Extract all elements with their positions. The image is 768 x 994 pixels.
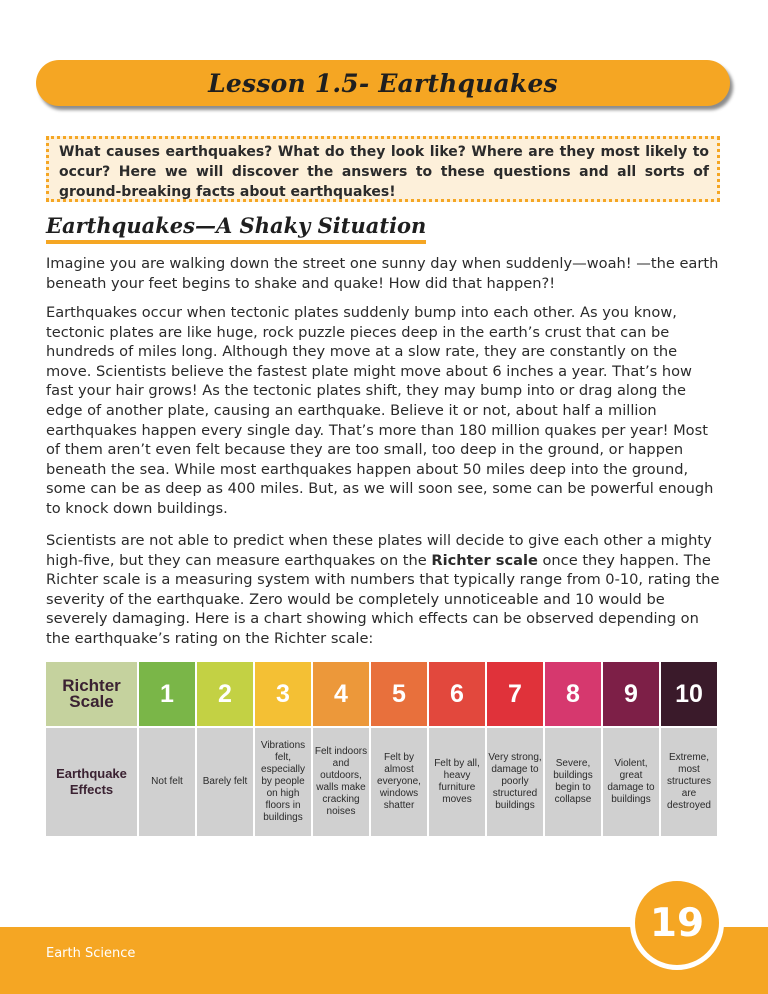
paragraph-intro-scene: Imagine you are walking down the street one sunny day when suddenly—woah! —the earth beneath your feet begins to shake and quake! How did that happen?!	[46, 255, 719, 292]
effect-8: Severe, buildings begin to collapse	[545, 726, 601, 836]
paragraph-richter-scale	[46, 531, 722, 649]
effect-10: Extreme, most structures are destroyed	[661, 726, 717, 836]
paragraph-tectonic-plates: Earthquakes occur when tectonic plates suddenly bump into each other. As you know, tectonic plates are like huge, rock puzzle pieces deep in the earth’s crust that can be hundreds of miles long. Although they move at a slow rate, they are constantly on the move. Scientists believe the fastest plate might move about 6 inches a year. That’s how fast your hair grows! As the tectonic plates shift, they may bump into or drag along the edge of another plate, causing an earthquake. Believe it or not, about half a million earthquakes happen every single day. That’s more than 180 million quakes per year! Most of them aren’t even felt because they are too small, too deep in the ground, or happen beneath the sea. While most earthquakes happen about 50 miles deep into the ground, some can be as deep as 400 miles. But, as we will soon see, some can be powerful enough to knock down buildings.	[46, 304, 714, 517]
lesson-title-banner	[36, 60, 730, 106]
effect-2: Barely felt	[197, 726, 253, 836]
richter-number-8: 8	[545, 662, 601, 726]
richter-number-4: 4	[313, 662, 369, 726]
richter-scale-header: Richter Scale	[46, 662, 137, 726]
effect-6: Felt by all, heavy furniture moves	[429, 726, 485, 836]
richter-number-5: 5	[371, 662, 427, 726]
richter-number-9: 9	[603, 662, 659, 726]
effect-4: Felt indoors and outdoors, walls make cracking noises	[313, 726, 369, 836]
paragraph-text: once they happen. The Richter scale is a measuring system with numbers that typically range from 0-10, rating the severity of the earthquake. Zero would be completely unnoticeable and 10 would be severely damaging. Here is a chart showing which effects can be observed depending on the earthquake’s rating on the Richter scale:	[46, 551, 720, 647]
richter-scale-term: Richter scale	[431, 551, 538, 569]
effect-5: Felt by almost everyone, windows shatter	[371, 726, 427, 836]
earthquake-effects-header: Earthquake Effects	[46, 726, 137, 836]
table-header-row	[46, 662, 717, 726]
effect-3: Vibrations felt, especially by people on high floors in buildings	[255, 726, 311, 836]
richter-number-3: 3	[255, 662, 311, 726]
richter-scale-table	[44, 662, 719, 836]
effect-9: Violent, great damage to buildings	[603, 726, 659, 836]
section-title: Earthquakes—A Shaky Situation	[46, 212, 426, 244]
table-effects-row	[46, 726, 717, 836]
effect-1: Not felt	[139, 726, 195, 836]
lesson-title: Lesson 1.5- Earthquakes	[208, 68, 558, 98]
intro-box: What causes earthquakes? What do they look like? Where are they most likely to occur? Here we will discover the answers to these questions and all sorts of ground-breaking facts about earthquakes!	[46, 136, 720, 202]
effect-7: Very strong, damage to poorly structured buildings	[487, 726, 543, 836]
paragraph-text: Scientists are not able to predict when these plates will decide to give each other a mighty high-five, but they can measure earthquakes on the	[46, 532, 712, 569]
footer-subject: Earth Science	[46, 946, 136, 961]
richter-number-6: 6	[429, 662, 485, 726]
richter-number-1: 1	[139, 662, 195, 726]
richter-number-2: 2	[197, 662, 253, 726]
richter-number-10: 10	[661, 662, 717, 726]
page-number: 19	[649, 900, 705, 946]
richter-number-7: 7	[487, 662, 543, 726]
page-number-badge	[630, 876, 724, 970]
